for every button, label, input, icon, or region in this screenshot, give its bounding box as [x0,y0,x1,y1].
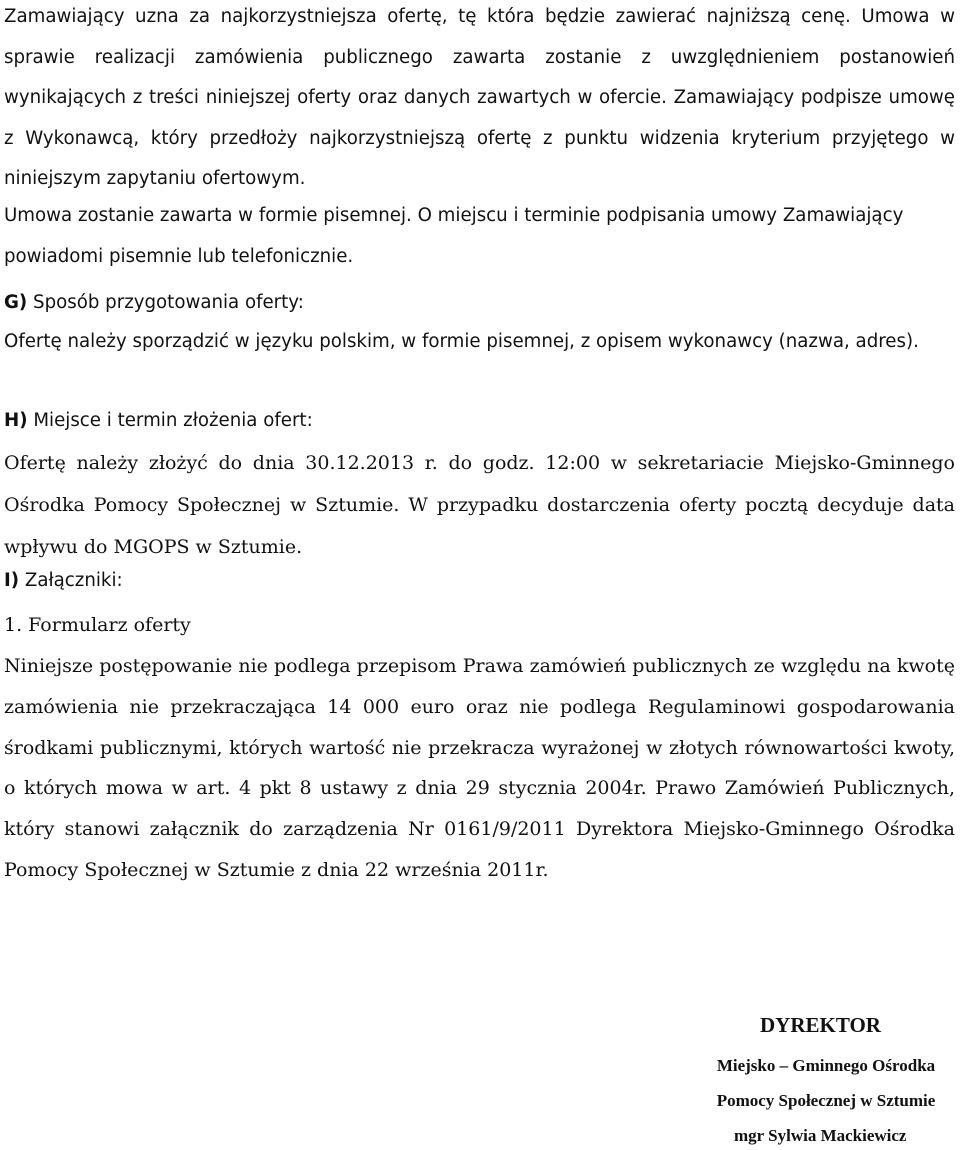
section-g-letter: G) [4,292,28,313]
signature-line-institution: Miejsko – Gminnego Ośrodka [716,1056,936,1075]
section-h-title: Miejsce i termin złożenia ofert: [27,410,313,431]
signature-line-location: Pomocy Społecznej w Sztumie [716,1091,936,1110]
attachment-list-item: 1. Formularz oferty [4,614,191,636]
section-h-heading [4,401,955,442]
signature-title: DYREKTOR [760,1013,881,1037]
section-h-letter: H) [4,410,28,431]
written-form-paragraph: Umowa zostanie zawarta w formie pisemnej. O miejscu i terminie podpisania umowy Zamawiający powiadomi pisemnie lub telefonicznie. [4,205,904,267]
section-g-title: Sposób przygotowania oferty: [27,292,304,313]
signature-line-name: mgr Sylwia Mackiewicz [734,1126,907,1145]
section-i-heading [4,561,955,602]
contract-terms-paragraph: Zamawiający uzna za najkorzystniejsza ofertę, tę która będzie zawierać najniższą cenę. Umowa w sprawie realizacji zamówienia publicznego zawarta zostanie z uwzględnieniem postanowień wynikających z treści niniejszej oferty oraz danych zawartych w ofercie. Zamawiający podpisze umowę z Wykonawcą, który przedłoży najkorzystniejszą ofertę z punktu widzenia kryterium przyjętego w niniejszym zapytaniu ofertowym. [4,6,955,190]
regulation-paragraph: Niniejsze postępowanie nie podlega przepisom Prawa zamówień publicznych ze względu na kwotę zamówienia nie przekraczająca 14 000 euro oraz nie podlega Regulaminowi gospodarowania środkami publicznymi, których wartość nie przekracza wyrażonej w złotych równowartości kwoty, o których mowa w art. 4 pkt 8 ustawy z dnia 29 stycznia 2004r. Prawo Zamówień Publicznych, który stanowi załącznik do zarządzenia Nr 0161/9/2011 Dyrektora Miejsko-Gminnego Ośrodka Pomocy Społecznej w Sztumie z dnia 22 września 2011r. [4,655,955,881]
section-g-heading [4,283,955,324]
section-i-title: Załączniki: [19,570,123,591]
section-i-letter: I) [4,570,20,591]
section-h-text: Ofertę należy złożyć do dnia 30.12.2013 r. do godz. 12:00 w sekretariacie Miejsko-Gminnego Ośrodka Pomocy Społecznej w Sztumie. W przypadku dostarczenia oferty pocztą decyduje data wpływu do MGOPS w Sztumie. [4,452,955,558]
section-g-text: Ofertę należy sporządzić w języku polskim, w formie pisemnej, z opisem wykonawcy (nazwa, adres). [4,331,919,352]
